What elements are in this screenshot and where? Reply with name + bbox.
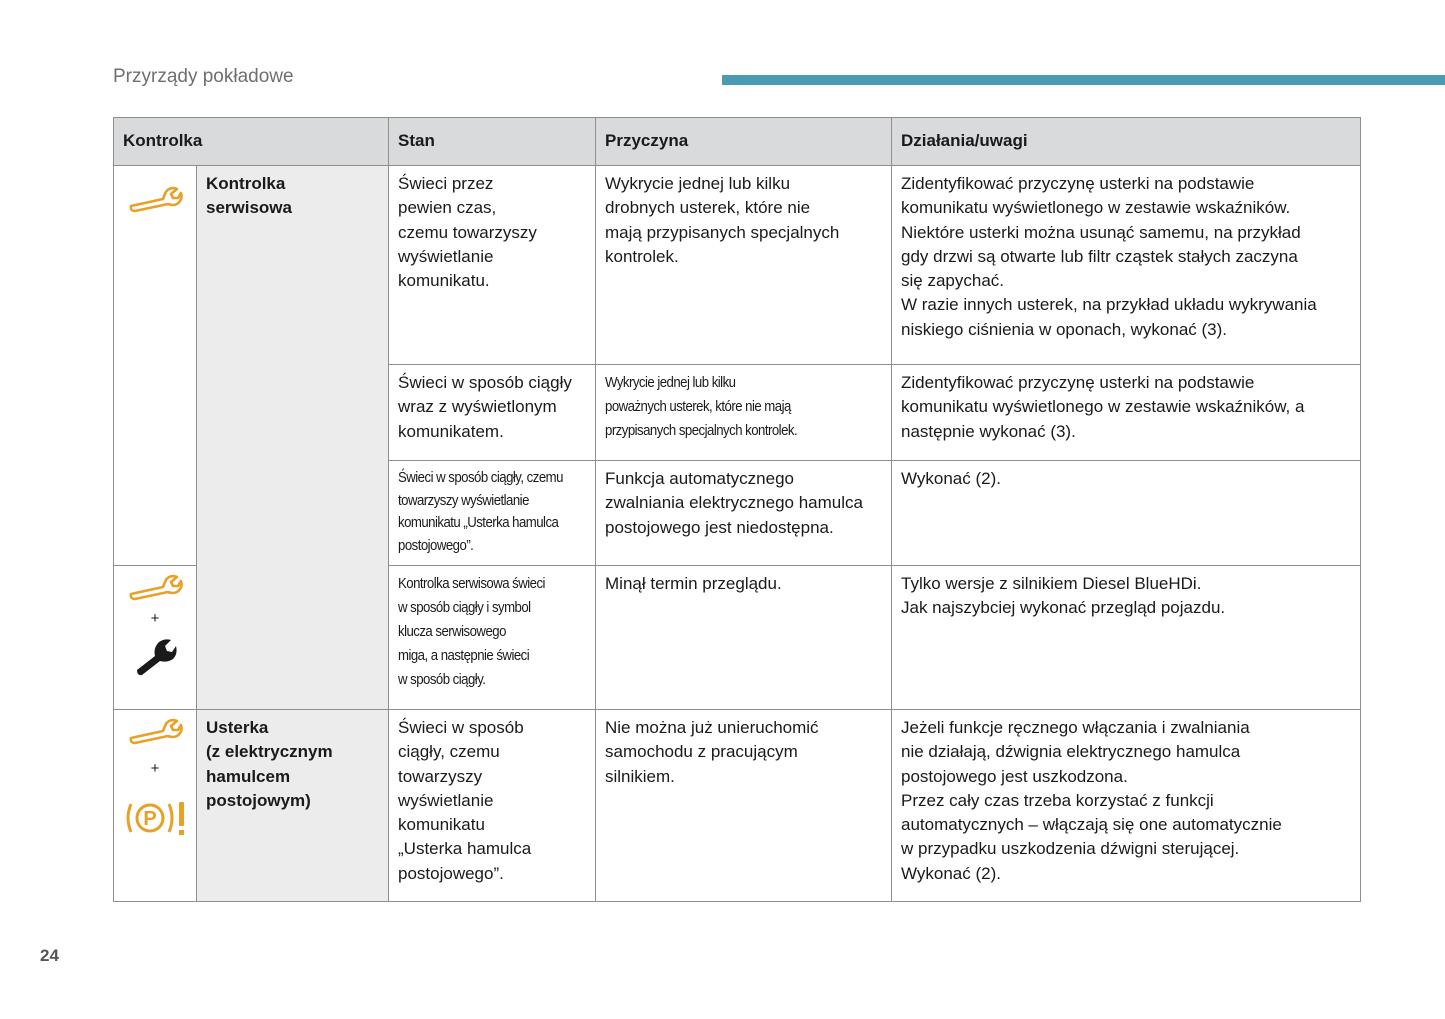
name-cell-service bbox=[197, 166, 389, 710]
service-wrench-outline-icon bbox=[127, 716, 183, 746]
text-line: komunikatu wyświetlonego w zestawie wskaźników. bbox=[901, 198, 1291, 218]
stan-cell bbox=[389, 566, 596, 710]
text-line: postojowego jest niedostępna. bbox=[605, 517, 834, 537]
dzialania-cell bbox=[892, 365, 1361, 461]
table-row bbox=[114, 166, 1361, 365]
text-line: Funkcja automatycznego bbox=[605, 469, 794, 488]
text-line: postojowego”. bbox=[398, 536, 474, 554]
text-line: Minął termin przeglądu. bbox=[605, 574, 782, 593]
text-line: samochodu z pracującym bbox=[605, 742, 798, 762]
column-header-stan: Stan bbox=[389, 118, 596, 166]
dzialania-cell bbox=[892, 710, 1361, 902]
text-line: zwalniania elektrycznego hamulca bbox=[605, 493, 863, 513]
text-line: ciągły, czemu bbox=[398, 742, 500, 762]
stan-cell bbox=[389, 710, 596, 902]
text-line: Wykonać (2). bbox=[901, 863, 1001, 883]
text-line: postojowego”. bbox=[398, 863, 504, 883]
text-line: pewien czas, bbox=[398, 198, 497, 218]
page-number: 24 bbox=[40, 946, 59, 965]
service-wrench-outline-icon bbox=[127, 184, 183, 214]
text-line: w przypadku uszkodzenia dźwigni sterującej. bbox=[901, 839, 1240, 859]
accent-bar bbox=[722, 75, 1445, 85]
text-line: czemu towarzyszy bbox=[398, 222, 537, 242]
text-line: Świeci przez bbox=[398, 174, 494, 193]
text-line: w sposób ciągły i symbol bbox=[398, 599, 531, 616]
text-line: komunikatu bbox=[398, 815, 485, 835]
dzialania-cell bbox=[892, 166, 1361, 365]
text-line: komunikatu „Usterka hamulca bbox=[398, 514, 559, 531]
text-line: Przez cały czas trzeba korzystać z funkcji bbox=[901, 790, 1214, 810]
dzialania-cell bbox=[892, 461, 1361, 566]
text-line: Wykonać (2). bbox=[901, 469, 1001, 488]
text-line: towarzyszy bbox=[398, 766, 483, 786]
text-line: „Usterka hamulca bbox=[398, 839, 532, 859]
text-line: następnie wykonać (3). bbox=[901, 421, 1076, 441]
stan-cell bbox=[389, 365, 596, 461]
text-line: się zapychać. bbox=[901, 271, 1004, 291]
text-line: kontrolek. bbox=[605, 246, 679, 266]
table-header-row bbox=[114, 118, 1361, 166]
text-line: Zidentyfikować przyczynę usterki na podstawie bbox=[901, 174, 1255, 193]
text-line: przypisanych specjalnych kontrolek. bbox=[605, 422, 798, 439]
warning-lights-table bbox=[113, 117, 1361, 902]
text-line: klucza serwisowego bbox=[398, 623, 506, 640]
text-line: Kontrolka serwisowa świeci bbox=[398, 575, 545, 592]
icon-cell bbox=[114, 566, 197, 710]
text-line: Jak najszybciej wykonać przegląd pojazdu. bbox=[901, 598, 1226, 618]
text-line: Tylko wersje z silnikiem Diesel BlueHDi. bbox=[901, 574, 1202, 593]
text-line: drobnych usterek, które nie bbox=[605, 198, 811, 218]
przyczyna-cell bbox=[596, 365, 892, 461]
text-line: nie działają, dźwignia elektrycznego hamulca bbox=[901, 742, 1241, 762]
przyczyna-cell bbox=[596, 566, 892, 710]
text-line: niskiego ciśnienia w oponach, wykonać (3). bbox=[901, 319, 1228, 339]
text-line: Wykrycie jednej lub kilku bbox=[605, 374, 736, 391]
narrow-text bbox=[398, 572, 585, 692]
name-cell-brake-fault bbox=[197, 710, 389, 902]
text-line: postojowego jest uszkodzona. bbox=[901, 766, 1128, 786]
text-line: poważnych usterek, które nie mają bbox=[605, 398, 791, 415]
spanner-icon bbox=[133, 636, 177, 676]
przyczyna-cell bbox=[596, 166, 892, 365]
text-line: gdy drzwi są otwarte lub filtr cząstek stałych zaczyna bbox=[901, 246, 1298, 266]
text-line: komunikatu wyświetlonego w zestawie wskaźników, a bbox=[901, 397, 1305, 417]
table-row bbox=[114, 710, 1361, 902]
przyczyna-cell bbox=[596, 461, 892, 566]
plus-sign: + bbox=[150, 760, 160, 777]
text-line: W razie innych usterek, na przykład układu wykrywania bbox=[901, 295, 1317, 315]
section-title: Przyrządy pokładowe bbox=[113, 66, 294, 87]
name-line: serwisowa bbox=[206, 198, 292, 218]
text-line: Jeżeli funkcje ręcznego włączania i zwalniania bbox=[901, 718, 1250, 737]
text-line: mają przypisanych specjalnych bbox=[605, 222, 840, 242]
text-line: Nie można już unieruchomić bbox=[605, 718, 819, 737]
name-line: postojowym) bbox=[206, 790, 311, 810]
narrow-text bbox=[398, 467, 585, 557]
parking-brake-fault-icon bbox=[123, 798, 187, 838]
przyczyna-cell bbox=[596, 710, 892, 902]
text-line: komunikatem. bbox=[398, 421, 504, 441]
text-line: Zidentyfikować przyczynę usterki na podstawie bbox=[901, 373, 1255, 392]
text-line: silnikiem. bbox=[605, 766, 675, 786]
svg-text:P: P bbox=[143, 808, 157, 830]
plus-sign: + bbox=[150, 610, 160, 627]
narrow-text bbox=[605, 371, 880, 443]
text-line: Wykrycie jednej lub kilku bbox=[605, 174, 791, 193]
text-line: Świeci w sposób ciągły, czemu bbox=[398, 469, 563, 486]
column-header-przyczyna: Przyczyna bbox=[596, 118, 892, 166]
text-line: automatycznych – włączają się one automatycznie bbox=[901, 815, 1282, 835]
dzialania-cell bbox=[892, 566, 1361, 710]
name-line: Kontrolka bbox=[206, 174, 286, 193]
service-wrench-outline-icon bbox=[127, 572, 183, 602]
text-line: Świeci w sposób ciągły bbox=[398, 373, 572, 392]
icon-cell bbox=[114, 166, 197, 566]
name-line: (z elektrycznym bbox=[206, 742, 333, 762]
column-header-kontrolka: Kontrolka bbox=[114, 118, 389, 166]
name-line: hamulcem bbox=[206, 766, 291, 786]
text-line: w sposób ciągły. bbox=[398, 671, 486, 688]
icon-cell bbox=[114, 710, 197, 902]
text-line: Niektóre usterki można usunąć samemu, na przykład bbox=[901, 222, 1301, 242]
text-line: towarzyszy wyświetlanie bbox=[398, 491, 529, 509]
text-line: Świeci w sposób bbox=[398, 718, 524, 737]
name-line: Usterka bbox=[206, 718, 269, 737]
text-line: wraz z wyświetlonym bbox=[398, 397, 557, 417]
text-line: komunikatu. bbox=[398, 271, 490, 291]
stan-cell bbox=[389, 461, 596, 566]
text-line: wyświetlanie bbox=[398, 246, 494, 266]
column-header-dzialania: Działania/uwagi bbox=[892, 118, 1361, 166]
stan-cell bbox=[389, 166, 596, 365]
text-line: miga, a następnie świeci bbox=[398, 647, 530, 664]
text-line: wyświetlanie bbox=[398, 790, 494, 810]
